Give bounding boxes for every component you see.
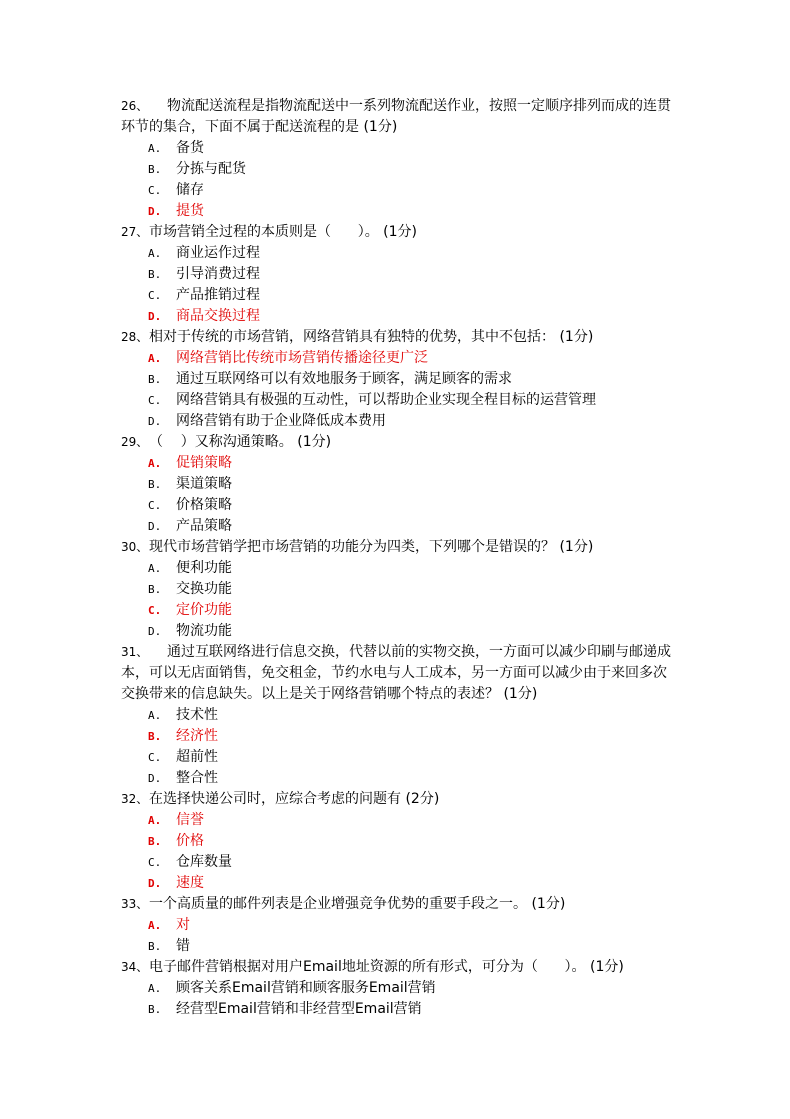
question-number: 28、 xyxy=(121,330,149,344)
answer-option[interactable] xyxy=(148,306,790,327)
answer-option[interactable] xyxy=(148,495,790,516)
question-text: 通过互联网络进行信息交换，代替以前的实物交换，一方面可以减少印刷与邮递成 xyxy=(167,644,671,660)
question-text: 电子邮件营销根据对用户Email地址资源的所有形式，可分为（ ）。 (1分) xyxy=(149,959,624,975)
question-number: 29、 xyxy=(121,435,149,449)
answer-option[interactable] xyxy=(148,915,790,936)
question-stem xyxy=(121,432,681,453)
option-letter: A. xyxy=(148,709,162,722)
option-text: 顾客关系Email营销和顾客服务Email营销 xyxy=(176,980,436,996)
question-text: 一个高质量的邮件列表是企业增强竞争优势的重要手段之一。 (1分) xyxy=(149,896,566,912)
option-text: 经营型Email营销和非经营型Email营销 xyxy=(176,1001,422,1017)
question-block xyxy=(0,957,790,1020)
question-block xyxy=(0,789,790,894)
option-text: 储存 xyxy=(176,182,204,198)
answer-option[interactable] xyxy=(148,369,790,390)
option-letter: D. xyxy=(148,772,162,785)
option-letter: A. xyxy=(148,814,162,827)
answer-option[interactable] xyxy=(148,999,790,1020)
option-text: 促销策略 xyxy=(176,455,232,471)
answer-option[interactable] xyxy=(148,558,790,579)
answer-option[interactable] xyxy=(148,621,790,642)
option-letter: A. xyxy=(148,982,162,995)
question-text: 物流配送流程是指物流配送中一系列物流配送作业，按照一定顺序排列而成的连贯 xyxy=(167,98,671,114)
question-stem xyxy=(121,789,681,810)
question-block xyxy=(0,222,790,327)
question-block xyxy=(0,96,790,222)
question-stem xyxy=(121,327,681,348)
option-text: 分拣与配货 xyxy=(176,161,246,177)
answer-option[interactable] xyxy=(148,852,790,873)
option-letter: B. xyxy=(148,163,162,176)
option-letter: D. xyxy=(148,625,162,638)
option-text: 商业运作过程 xyxy=(176,245,260,261)
answer-option[interactable] xyxy=(148,243,790,264)
question-number: 27、 xyxy=(121,225,149,239)
option-letter: B. xyxy=(148,478,162,491)
answer-option[interactable] xyxy=(148,138,790,159)
question-stem xyxy=(121,537,681,558)
question-stem-continued xyxy=(121,117,681,138)
question-stem xyxy=(121,894,681,915)
option-letter: B. xyxy=(148,583,162,596)
answer-option[interactable] xyxy=(148,453,790,474)
answer-option[interactable] xyxy=(148,978,790,999)
option-text: 通过互联网络可以有效地服务于顾客，满足顾客的需求 xyxy=(176,371,512,387)
answer-option[interactable] xyxy=(148,831,790,852)
option-letter: A. xyxy=(148,562,162,575)
option-letter: A. xyxy=(148,919,162,932)
option-letter: C. xyxy=(148,751,162,764)
option-text: 对 xyxy=(176,917,190,933)
option-letter: A. xyxy=(148,352,162,365)
option-text: 经济性 xyxy=(176,728,218,744)
question-stem xyxy=(121,642,681,663)
answer-option[interactable] xyxy=(148,411,790,432)
option-text: 网络营销有助于企业降低成本费用 xyxy=(176,413,386,429)
question-number: 26、 xyxy=(121,99,149,113)
option-letter: C. xyxy=(148,499,162,512)
answer-option[interactable] xyxy=(148,201,790,222)
question-text: 现代市场营销学把市场营销的功能分为四类，下列哪个是错误的？ (1分) xyxy=(149,539,594,555)
option-text: 信誉 xyxy=(176,812,204,828)
option-text: 产品推销过程 xyxy=(176,287,260,303)
question-stem xyxy=(121,222,681,243)
answer-option[interactable] xyxy=(148,474,790,495)
answer-option[interactable] xyxy=(148,768,790,789)
answer-option[interactable] xyxy=(148,264,790,285)
question-text: 环节的集合，下面不属于配送流程的是 (1分) xyxy=(121,119,398,135)
option-text: 错 xyxy=(176,938,190,954)
option-letter: B. xyxy=(148,373,162,386)
option-text: 网络营销比传统市场营销传播途径更广泛 xyxy=(176,350,428,366)
option-text: 技术性 xyxy=(176,707,218,723)
answer-option[interactable] xyxy=(148,936,790,957)
option-text: 物流功能 xyxy=(176,623,232,639)
option-letter: A. xyxy=(148,142,162,155)
option-letter: A. xyxy=(148,247,162,260)
answer-option[interactable] xyxy=(148,747,790,768)
option-letter: B. xyxy=(148,940,162,953)
option-letter: A. xyxy=(148,457,162,470)
option-letter: D. xyxy=(148,310,162,323)
answer-option[interactable] xyxy=(148,810,790,831)
question-text: 在选择快递公司时，应综合考虑的问题有 (2分) xyxy=(149,791,440,807)
question-number: 34、 xyxy=(121,960,149,974)
answer-option[interactable] xyxy=(148,285,790,306)
question-number: 31、 xyxy=(121,645,149,659)
option-text: 整合性 xyxy=(176,770,218,786)
question-number: 30、 xyxy=(121,540,149,554)
option-letter: B. xyxy=(148,268,162,281)
option-text: 交换功能 xyxy=(176,581,232,597)
option-text: 产品策略 xyxy=(176,518,232,534)
option-text: 商品交换过程 xyxy=(176,308,260,324)
option-text: 速度 xyxy=(176,875,204,891)
option-letter: D. xyxy=(148,415,162,428)
question-block xyxy=(0,537,790,642)
question-block xyxy=(0,327,790,432)
answer-option[interactable] xyxy=(148,348,790,369)
option-letter: B. xyxy=(148,835,162,848)
answer-option[interactable] xyxy=(148,726,790,747)
option-text: 提货 xyxy=(176,203,204,219)
option-text: 便利功能 xyxy=(176,560,232,576)
option-letter: D. xyxy=(148,520,162,533)
option-letter: D. xyxy=(148,205,162,218)
option-letter: C. xyxy=(148,184,162,197)
option-letter: D. xyxy=(148,877,162,890)
option-text: 引导消费过程 xyxy=(176,266,260,282)
answer-option[interactable] xyxy=(148,159,790,180)
answer-option[interactable] xyxy=(148,600,790,621)
question-block xyxy=(0,642,790,789)
option-letter: B. xyxy=(148,1003,162,1016)
question-text: 相对于传统的市场营销，网络营销具有独特的优势，其中不包括： (1分) xyxy=(149,329,594,345)
answer-option[interactable] xyxy=(148,180,790,201)
question-block xyxy=(0,432,790,537)
question-stem-continued xyxy=(121,663,681,684)
option-letter: C. xyxy=(148,289,162,302)
question-stem xyxy=(121,96,681,117)
question-text: 交换带来的信息缺失。以上是关于网络营销哪个特点的表述？ (1分) xyxy=(121,686,538,702)
question-number: 33、 xyxy=(121,897,149,911)
option-letter: C. xyxy=(148,394,162,407)
answer-option[interactable] xyxy=(148,516,790,537)
option-text: 网络营销具有极强的互动性，可以帮助企业实现全程目标的运营管理 xyxy=(176,392,596,408)
option-text: 渠道策略 xyxy=(176,476,232,492)
option-text: 价格策略 xyxy=(176,497,232,513)
option-text: 备货 xyxy=(176,140,204,156)
option-text: 定价功能 xyxy=(176,602,232,618)
question-stem xyxy=(121,957,681,978)
option-letter: C. xyxy=(148,604,162,617)
question-number: 32、 xyxy=(121,792,149,806)
answer-option[interactable] xyxy=(148,873,790,894)
question-text: 本，可以无店面销售，免交租金，节约水电与人工成本，另一方面可以减少由于来回多次 xyxy=(121,665,667,681)
answer-option[interactable] xyxy=(148,705,790,726)
option-text: 仓库数量 xyxy=(176,854,232,870)
answer-option[interactable] xyxy=(148,390,790,411)
option-text: 价格 xyxy=(176,833,204,849)
option-letter: B. xyxy=(148,730,162,743)
option-letter: C. xyxy=(148,856,162,869)
question-stem-continued xyxy=(121,684,681,705)
question-text: 市场营销全过程的本质则是（ ）。 (1分) xyxy=(149,224,417,240)
option-text: 超前性 xyxy=(176,749,218,765)
exam-document xyxy=(0,96,790,1020)
question-block xyxy=(0,894,790,957)
question-text: （ ）又称沟通策略。 (1分) xyxy=(149,434,332,450)
answer-option[interactable] xyxy=(148,579,790,600)
